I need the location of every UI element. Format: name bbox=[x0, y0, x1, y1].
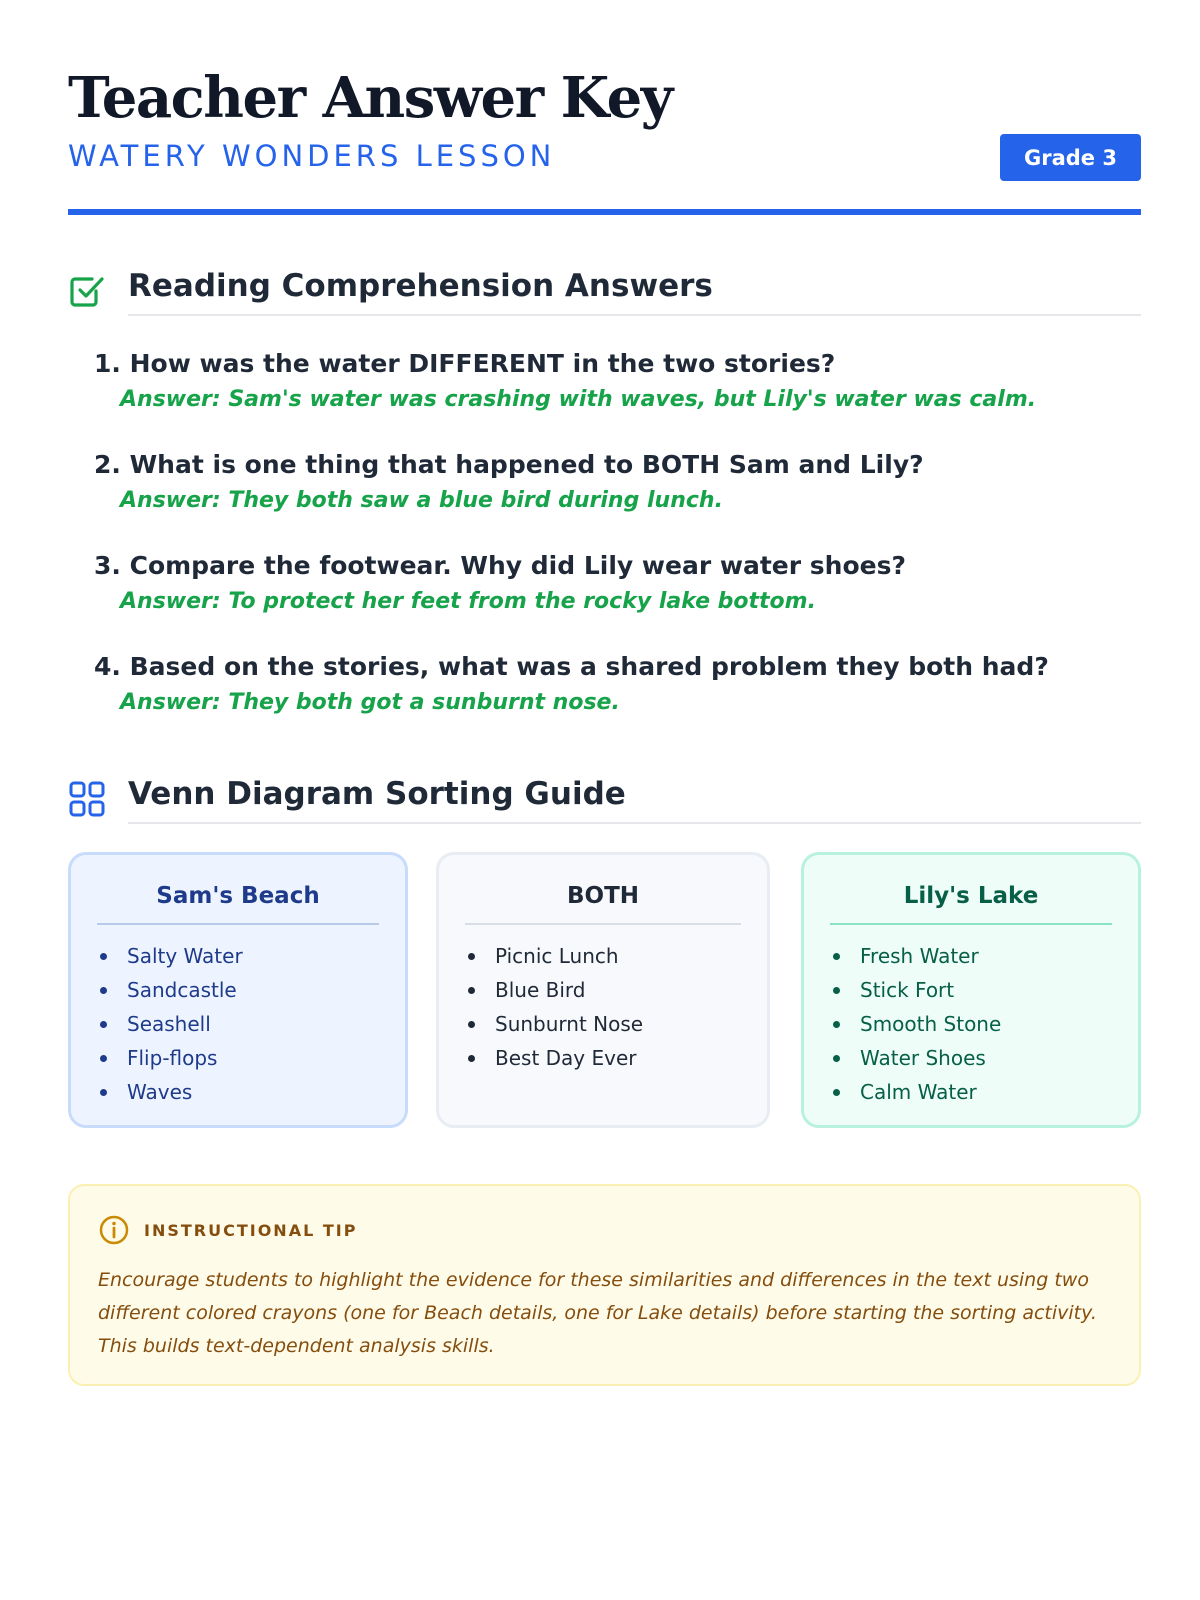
venn-section-header bbox=[68, 774, 1141, 824]
question-item bbox=[94, 651, 1134, 752]
list-item: Sunburnt Nose bbox=[465, 1007, 741, 1041]
both-card bbox=[436, 852, 770, 1128]
question-text: 4. Based on the stories, what was a shared problem they both had? bbox=[94, 652, 1049, 681]
sams-beach-card bbox=[68, 852, 408, 1128]
answer-text: Answer: They both got a sunburnt nose. bbox=[120, 689, 620, 715]
question-list bbox=[94, 348, 1134, 752]
list-item: Smooth Stone bbox=[830, 1007, 1112, 1041]
comprehension-heading: Reading Comprehension Answers bbox=[128, 268, 713, 304]
question-item bbox=[94, 449, 1134, 550]
tip-body: Encourage students to highlight the evidence for these similarities and differences in the text using two different colored crayons (one for Beach details, one for Lake details) before starting the sorting activity. This builds text-dependent analysis skills. bbox=[98, 1269, 1097, 1357]
list-item: Fresh Water bbox=[830, 939, 1112, 973]
venn-sorting-cards bbox=[68, 852, 1141, 1128]
page-header bbox=[68, 66, 1141, 214]
list-item: Flip-flops bbox=[97, 1041, 379, 1075]
answer-key-page bbox=[68, 0, 1141, 1600]
grid-icon bbox=[68, 780, 106, 818]
list-item: Water Shoes bbox=[830, 1041, 1112, 1075]
answer-text: Answer: They both saw a blue bird during lunch. bbox=[120, 487, 723, 513]
page-title: Teacher Answer Key bbox=[68, 65, 672, 131]
list-item: Blue Bird bbox=[465, 973, 741, 1007]
list-item: Best Day Ever bbox=[465, 1041, 741, 1075]
card-list bbox=[830, 939, 1112, 1109]
comprehension-section-header bbox=[68, 266, 1141, 316]
page-subtitle: WATERY WONDERS LESSON bbox=[68, 139, 556, 173]
lilys-lake-card bbox=[801, 852, 1141, 1128]
question-text: 1. How was the water DIFFERENT in the two stories? bbox=[94, 349, 836, 378]
list-item: Seashell bbox=[97, 1007, 379, 1041]
grade-badge: Grade 3 bbox=[1000, 134, 1141, 181]
section-divider bbox=[128, 822, 1141, 824]
checkbox-icon bbox=[68, 272, 106, 310]
info-icon bbox=[98, 1214, 130, 1246]
card-title: Lily's Lake bbox=[830, 855, 1112, 925]
question-text: 3. Compare the footwear. Why did Lily wear water shoes? bbox=[94, 551, 906, 580]
question-item bbox=[94, 550, 1134, 651]
card-list bbox=[97, 939, 379, 1109]
section-divider bbox=[128, 314, 1141, 316]
list-item: Sandcastle bbox=[97, 973, 379, 1007]
answer-text: Answer: Sam's water was crashing with waves, but Lily's water was calm. bbox=[120, 386, 1037, 412]
header-divider bbox=[68, 209, 1141, 215]
question-text: 2. What is one thing that happened to BOTH Sam and Lily? bbox=[94, 450, 924, 479]
list-item: Waves bbox=[97, 1075, 379, 1109]
list-item: Salty Water bbox=[97, 939, 379, 973]
list-item: Picnic Lunch bbox=[465, 939, 741, 973]
list-item: Calm Water bbox=[830, 1075, 1112, 1109]
card-list bbox=[465, 939, 741, 1075]
card-title: Sam's Beach bbox=[97, 855, 379, 925]
list-item: Stick Fort bbox=[830, 973, 1112, 1007]
instructional-tip-box bbox=[68, 1184, 1141, 1386]
question-item bbox=[94, 348, 1134, 449]
answer-text: Answer: To protect her feet from the rocky lake bottom. bbox=[120, 588, 816, 614]
venn-heading: Venn Diagram Sorting Guide bbox=[128, 776, 626, 812]
tip-label: INSTRUCTIONAL TIP bbox=[144, 1221, 358, 1240]
card-title: BOTH bbox=[465, 855, 741, 925]
